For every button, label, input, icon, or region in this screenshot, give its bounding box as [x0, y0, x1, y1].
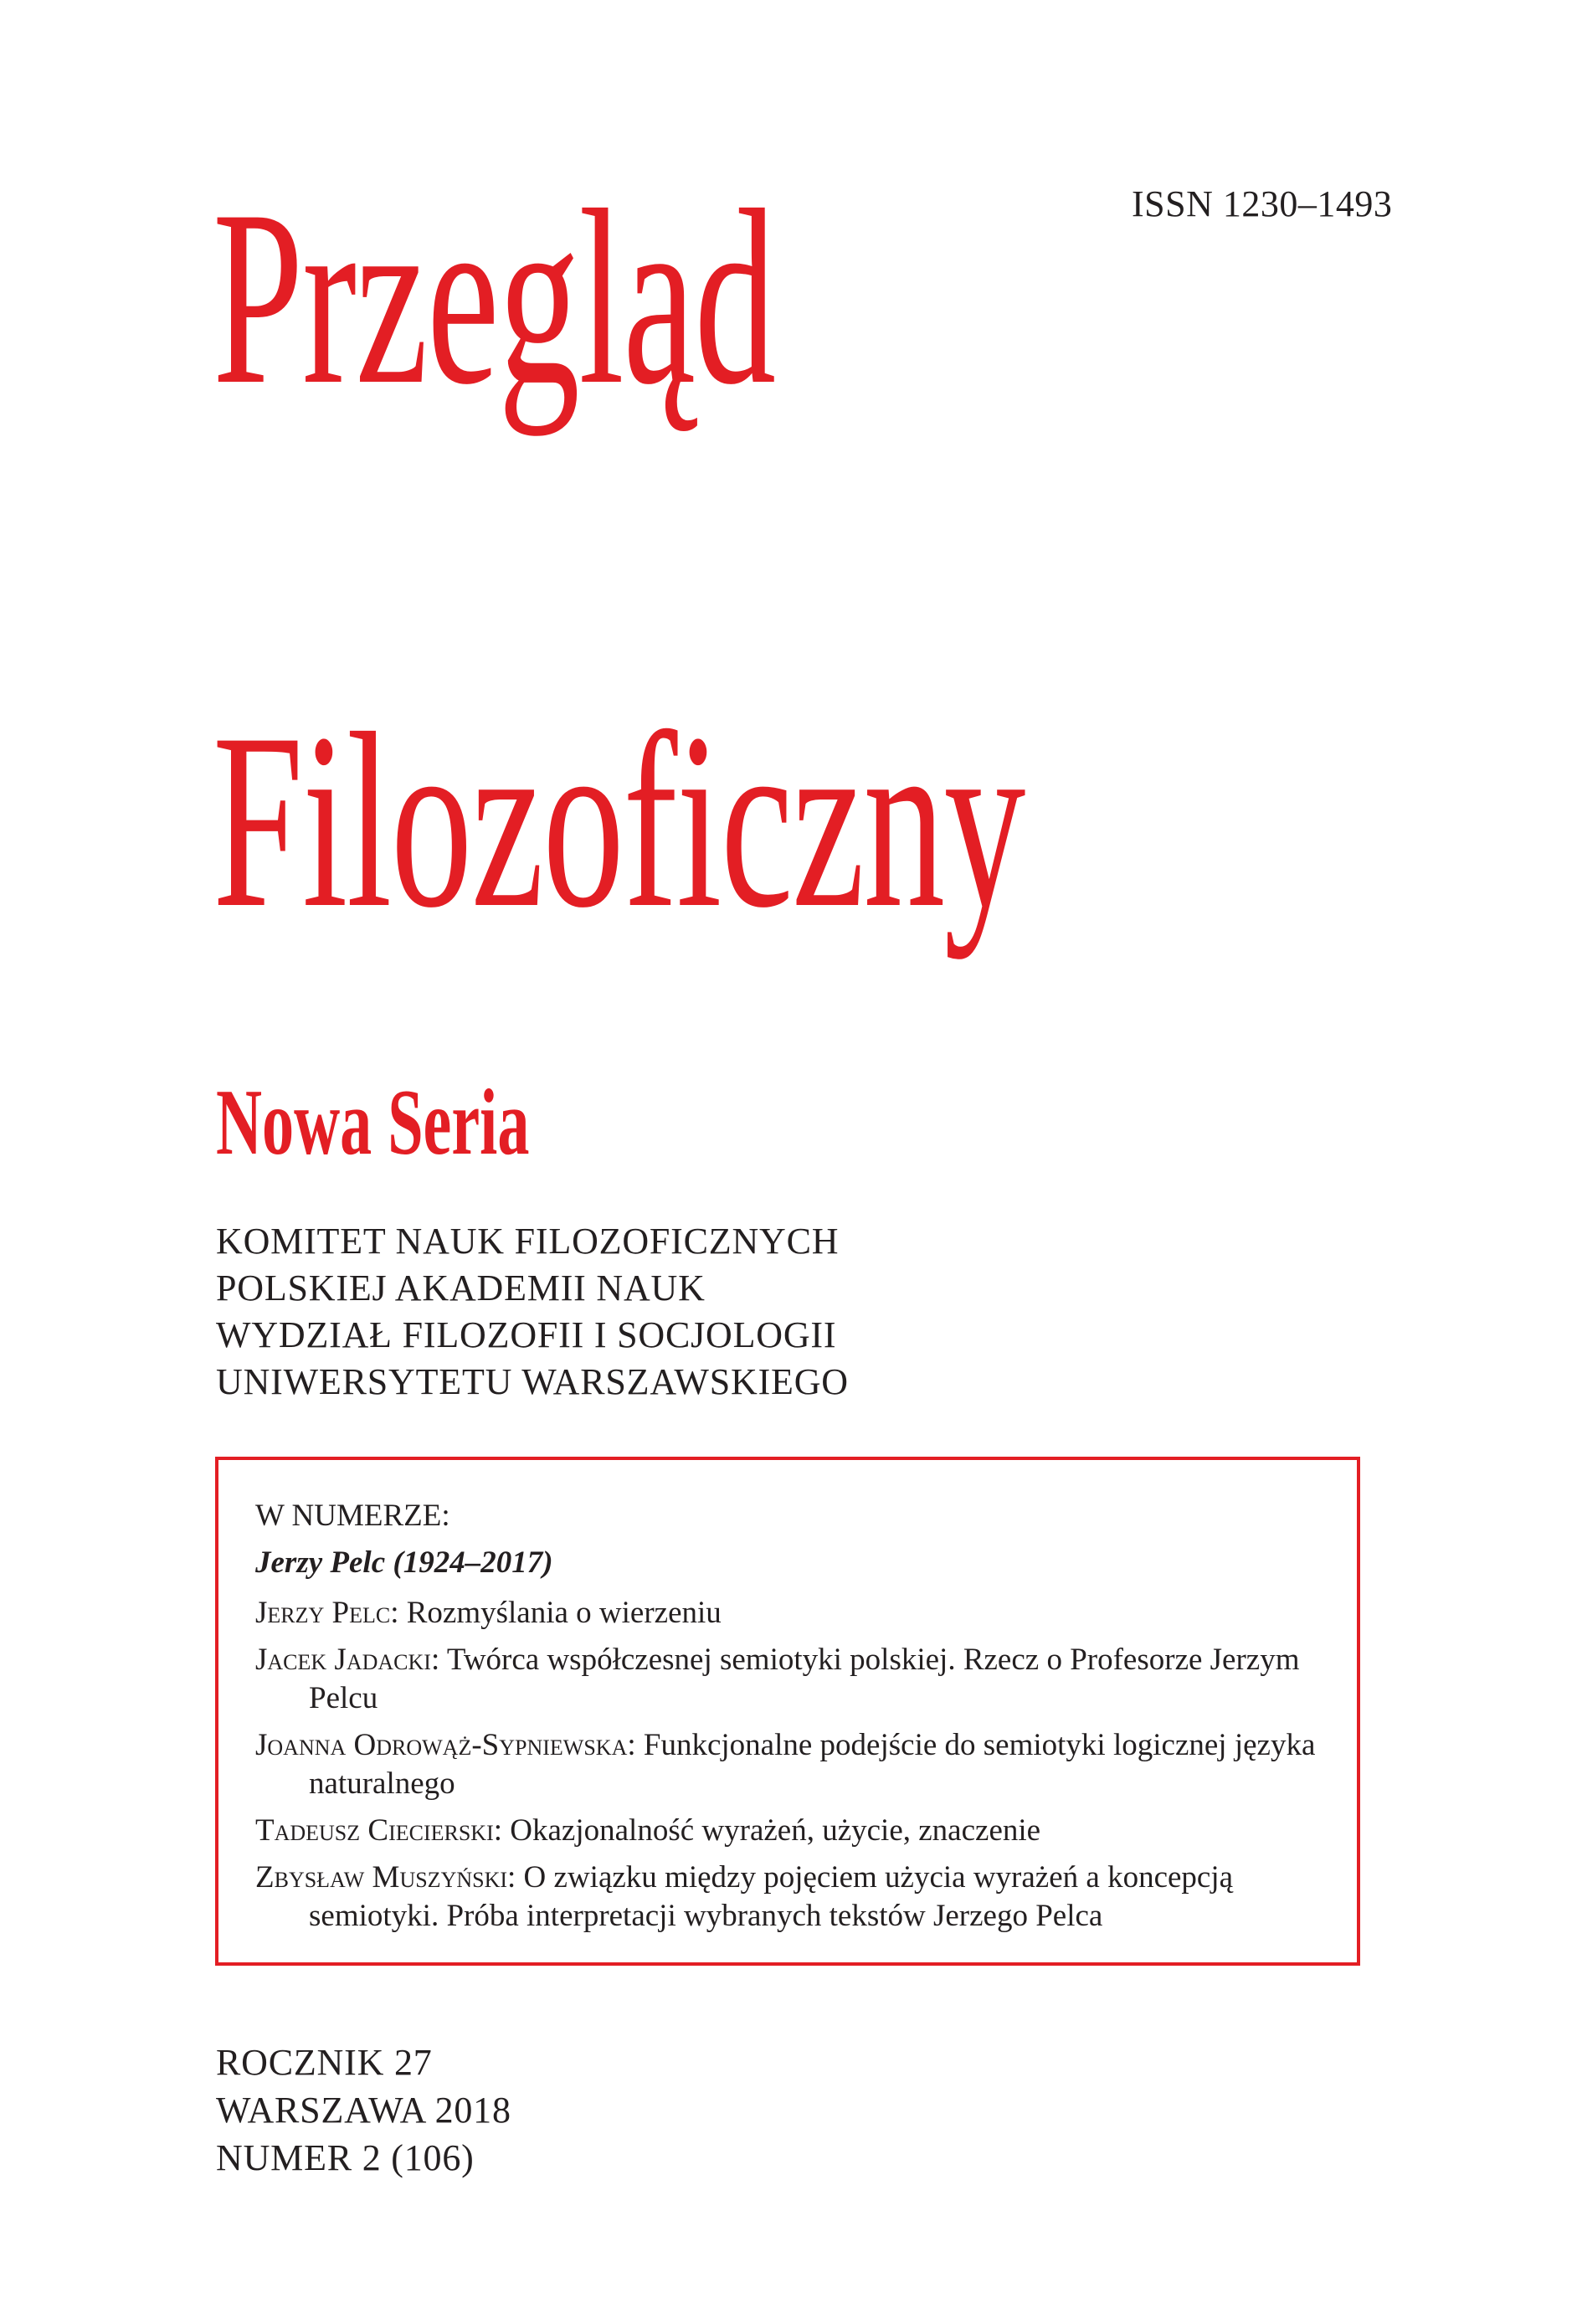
contents-entry: Tadeusz Ciecierski: Okazjonalność wyrażeń, użycie, znaczenie [255, 1813, 1041, 1848]
entry-title: O związku między pojęciem użycia wyrażeń a koncepcją semiotyki. Próba interpretacji wybranych tekstów Jerzego Pelca [309, 1860, 1234, 1933]
publisher-line: POLSKIEJ AKADEMII NAUK [216, 1267, 706, 1309]
entry-author: Tadeusz Ciecierski [255, 1813, 494, 1848]
entry-title: Okazjonalność wyrażeń, użycie, znaczenie [510, 1813, 1041, 1848]
place-year: WARSZAWA 2018 [216, 2090, 511, 2131]
publisher-line: UNIWERSYTETU WARSZAWSKIEGO [216, 1361, 849, 1402]
journal-title-line-2: Filozoficzny [213, 681, 1025, 959]
entry-author: Jacek Jadacki [255, 1643, 431, 1677]
entry-author: Jerzy Pelc [255, 1596, 391, 1630]
publisher-line: WYDZIAŁ FILOZOFII I SOCJOLOGII [216, 1314, 837, 1355]
series-subtitle: Nowa Seria [216, 1071, 530, 1175]
publishers [216, 1218, 849, 1406]
entry-author: Joanna Odrowąż-Sypniewska [255, 1728, 628, 1762]
contents-entry: Zbysław Muszyński: O związku między pojęciem użycia wyrażeń a koncepcją semiotyki. Próba interpretacji wybranych tekstów Jerzego Pelca [255, 1860, 1234, 1933]
entry-title: Funkcjonalne podejście do semiotyki logicznej języka naturalnego [309, 1728, 1316, 1801]
contents-entry: Jerzy Pelc: Rozmyślania o wierzeniu [255, 1596, 722, 1630]
contents-heading: W NUMERZE: [255, 1499, 450, 1533]
issn: ISSN 1230–1493 [1132, 183, 1393, 224]
journal-title-line-1: Przegląd [213, 158, 775, 436]
issue-info [216, 2039, 511, 2182]
entry-title: Rozmyślania o wierzeniu [406, 1596, 722, 1630]
entry-author: Zbysław Muszyński [255, 1860, 508, 1895]
volume: ROCZNIK 27 [216, 2042, 433, 2083]
contents-entry: Joanna Odrowąż-Sypniewska: Funkcjonalne podejście do semiotyki logicznej języka naturalnego [255, 1728, 1316, 1801]
publisher-line: KOMITET NAUK FILOZOFICZNYCH [216, 1221, 840, 1262]
contents-entry: Jacek Jadacki: Twórca współczesnej semiotyki polskiej. Rzecz o Profesorze Jerzym Pelcu [255, 1643, 1300, 1715]
entry-title: Twórca współczesnej semiotyki polskiej. Rzecz o Profesorze Jerzym Pelcu [309, 1643, 1300, 1715]
contents-theme: Jerzy Pelc (1924–2017) [255, 1545, 553, 1580]
contents-box [215, 1457, 1360, 1966]
issue-number: NUMER 2 (106) [216, 2137, 475, 2178]
